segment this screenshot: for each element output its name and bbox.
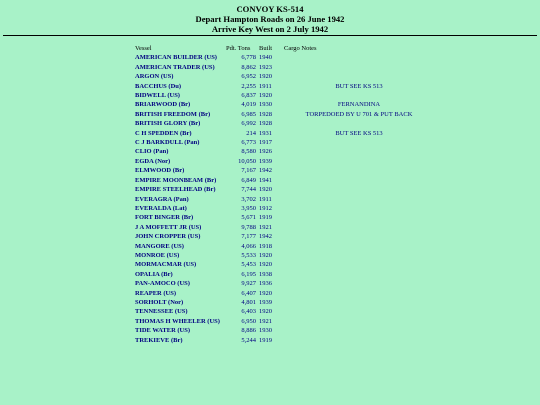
tons-cell: 2,255 [241,82,256,90]
vessel-cell: J A MOFFETT JR (US) [135,223,202,231]
tons-cell: 7,744 [241,186,256,194]
table-row [135,110,437,119]
table-row [135,129,437,138]
notes-cell [284,195,437,204]
built-cell: 1920 [259,186,272,194]
tons-cell: 9,927 [241,280,256,288]
vessel-cell: BACCHUS (Du) [135,82,182,90]
built-cell: 1928 [259,110,272,118]
tons-cell: 6,195 [241,270,256,278]
built-cell: 1931 [259,129,272,137]
table-row [135,307,437,316]
notes-cell [284,270,437,279]
table-row [135,317,437,326]
built-cell: 1918 [259,242,272,250]
tons-cell: 9,788 [241,223,256,231]
notes-cell [284,223,437,232]
built-cell: 1920 [259,251,272,259]
built-cell: 1928 [259,120,272,128]
notes-cell [284,72,437,81]
convoy-header [0,0,540,34]
notes-cell [284,232,437,241]
notes-cell [284,279,437,288]
notes-cell [284,298,437,307]
notes-cell [284,147,437,156]
vessel-cell: OPALIA (Br) [135,270,173,278]
built-cell: 1911 [259,195,272,203]
vessel-cell: TIDE WATER (US) [135,327,191,335]
notes-cell [284,242,437,251]
table-row [135,204,437,213]
built-cell: 1920 [259,73,272,81]
table-row [135,138,437,147]
tons-cell: 5,533 [241,251,256,259]
vessel-cell: EMPIRE MOONBEAM (Br) [135,176,217,184]
built-cell: 1919 [259,336,272,344]
tons-cell: 4,066 [241,242,256,250]
table-row [135,213,437,222]
table-row [135,223,437,232]
notes-cell [284,63,437,72]
tons-cell: 6,952 [241,73,256,81]
table-header-row [135,44,437,53]
notes-cell [284,251,437,260]
built-cell: 1912 [259,204,272,212]
table-row [135,119,437,128]
vessel-cell: CLIO (Pan) [135,148,169,156]
header-divider [3,35,537,36]
notes-cell [284,157,437,166]
built-cell: 1923 [259,63,272,71]
tons-cell: 7,177 [241,233,256,241]
vessel-cell: MONROE (US) [135,251,180,259]
tons-cell: 4,019 [241,101,256,109]
notes-cell: TORPEDOED BY U 701 & PUT BACK [305,110,413,118]
notes-cell [284,317,437,326]
built-cell: 1930 [259,327,272,335]
built-cell: 1911 [259,82,272,90]
built-cell: 1940 [259,54,272,62]
table-row [135,147,437,156]
column-header-tons: Pdt. Tons [226,45,251,52]
arrive-line: Arrive Key West on 2 July 1942 [211,23,329,34]
vessel-cell: MORMACMAR (US) [135,261,197,269]
vessel-cell: ELMWOOD (Br) [135,167,185,175]
tons-cell: 6,992 [241,120,256,128]
table-row [135,270,437,279]
tons-cell: 4,801 [241,298,256,306]
tons-cell: 214 [246,129,256,137]
notes-cell [284,166,437,175]
built-cell: 1942 [259,233,272,241]
table-row [135,157,437,166]
column-header-notes: Cargo Notes [284,45,317,52]
built-cell: 1930 [259,101,272,109]
tons-cell: 8,886 [241,327,256,335]
vessel-cell: BRITISH FREEDOM (Br) [135,110,211,118]
tons-cell: 6,407 [241,289,256,297]
table-row [135,251,437,260]
built-cell: 1921 [259,223,272,231]
tons-cell: 5,453 [241,261,256,269]
vessel-cell: TENNESSEE (US) [135,308,188,316]
vessel-cell: ARGON (US) [135,73,174,81]
depart-line: Depart Hampton Roads on 26 June 1942 [195,13,345,24]
notes-cell: BUT SEE KS 513 [335,129,383,137]
convoy-title: CONVOY KS-514 [236,4,304,14]
tons-cell: 3,950 [241,204,256,212]
vessel-cell: REAPER (US) [135,289,176,297]
vessel-cell: EVERALDA (Lat) [135,204,187,212]
vessel-cell: BRITISH GLORY (Br) [135,120,201,128]
notes-cell [284,119,437,128]
table-row [135,72,437,81]
notes-cell [284,260,437,269]
built-cell: 1939 [259,298,272,306]
tons-cell: 10,050 [238,157,256,165]
built-cell: 1926 [259,148,272,156]
table-row [135,298,437,307]
notes-cell [284,326,437,335]
vessel-cell: PAN-AMOCO (US) [135,280,190,288]
notes-cell [284,176,437,185]
table-row [135,185,437,194]
table-row [135,53,437,62]
built-cell: 1938 [259,270,272,278]
tons-cell: 6,837 [241,92,256,100]
built-cell: 1941 [259,176,272,184]
vessel-cell: TREKIEVE (Br) [135,336,183,344]
tons-cell: 6,849 [241,176,256,184]
vessel-cell: BIDWELL (US) [135,92,180,100]
vessel-cell: C H SPEDDEN (Br) [135,129,192,137]
tons-cell: 8,862 [241,63,256,71]
built-cell: 1920 [259,92,272,100]
tons-cell: 6,773 [241,139,256,147]
table-row [135,176,437,185]
table-row [135,166,437,175]
table-row [135,242,437,251]
notes-cell: FERNANDINA [337,101,381,109]
vessel-cell: FORT BINGER (Br) [135,214,194,222]
notes-cell [284,138,437,147]
table-row [135,260,437,269]
table-row [135,289,437,298]
tons-cell: 6,985 [241,110,256,118]
notes-cell [284,204,437,213]
column-header-built: Built [259,45,273,52]
notes-cell [284,289,437,298]
column-header-vessel: Vessel [135,45,152,52]
vessel-cell: JOHN CROPPER (US) [135,233,201,241]
table-row [135,279,437,288]
table-row [135,326,437,335]
built-cell: 1920 [259,261,272,269]
table-body [135,53,437,345]
notes-cell [284,307,437,316]
built-cell: 1921 [259,317,272,325]
built-cell: 1920 [259,308,272,316]
vessel-cell: AMERICAN BUILDER (US) [135,54,217,62]
built-cell: 1939 [259,157,272,165]
vessel-cell: MANGORE (US) [135,242,184,250]
tons-cell: 6,403 [241,308,256,316]
notes-cell: BUT SEE KS 513 [335,82,383,90]
convoy-table [135,44,437,345]
notes-cell [284,185,437,194]
table-row [135,336,437,345]
vessel-cell: EMPIRE STEELHEAD (Br) [135,186,216,194]
vessel-cell: AMERICAN TRADER (US) [135,63,215,71]
table-row [135,82,437,91]
built-cell: 1920 [259,289,272,297]
tons-cell: 5,244 [241,336,256,344]
vessel-cell: EVERAGRA (Pan) [135,195,189,203]
notes-cell [284,53,437,62]
notes-cell [284,336,437,345]
table-row [135,232,437,241]
built-cell: 1917 [259,139,272,147]
table-row [135,195,437,204]
vessel-cell: C J BARKDULL (Pan) [135,139,200,147]
tons-cell: 8,580 [241,148,256,156]
table-row [135,91,437,100]
vessel-cell: THOMAS H WHEELER (US) [135,317,220,325]
vessel-cell: EGDA (Nor) [135,157,171,165]
tons-cell: 3,702 [241,195,256,203]
tons-cell: 6,950 [241,317,256,325]
tons-cell: 5,671 [241,214,256,222]
table-row [135,100,437,109]
built-cell: 1942 [259,167,272,175]
notes-cell [284,213,437,222]
tons-cell: 7,167 [241,167,256,175]
notes-cell [284,91,437,100]
table-row [135,63,437,72]
built-cell: 1936 [259,280,272,288]
vessel-cell: SORHOLT (Nor) [135,298,184,306]
vessel-cell: BRIARWOOD (Br) [135,101,191,109]
tons-cell: 6,778 [241,54,256,62]
built-cell: 1919 [259,214,272,222]
